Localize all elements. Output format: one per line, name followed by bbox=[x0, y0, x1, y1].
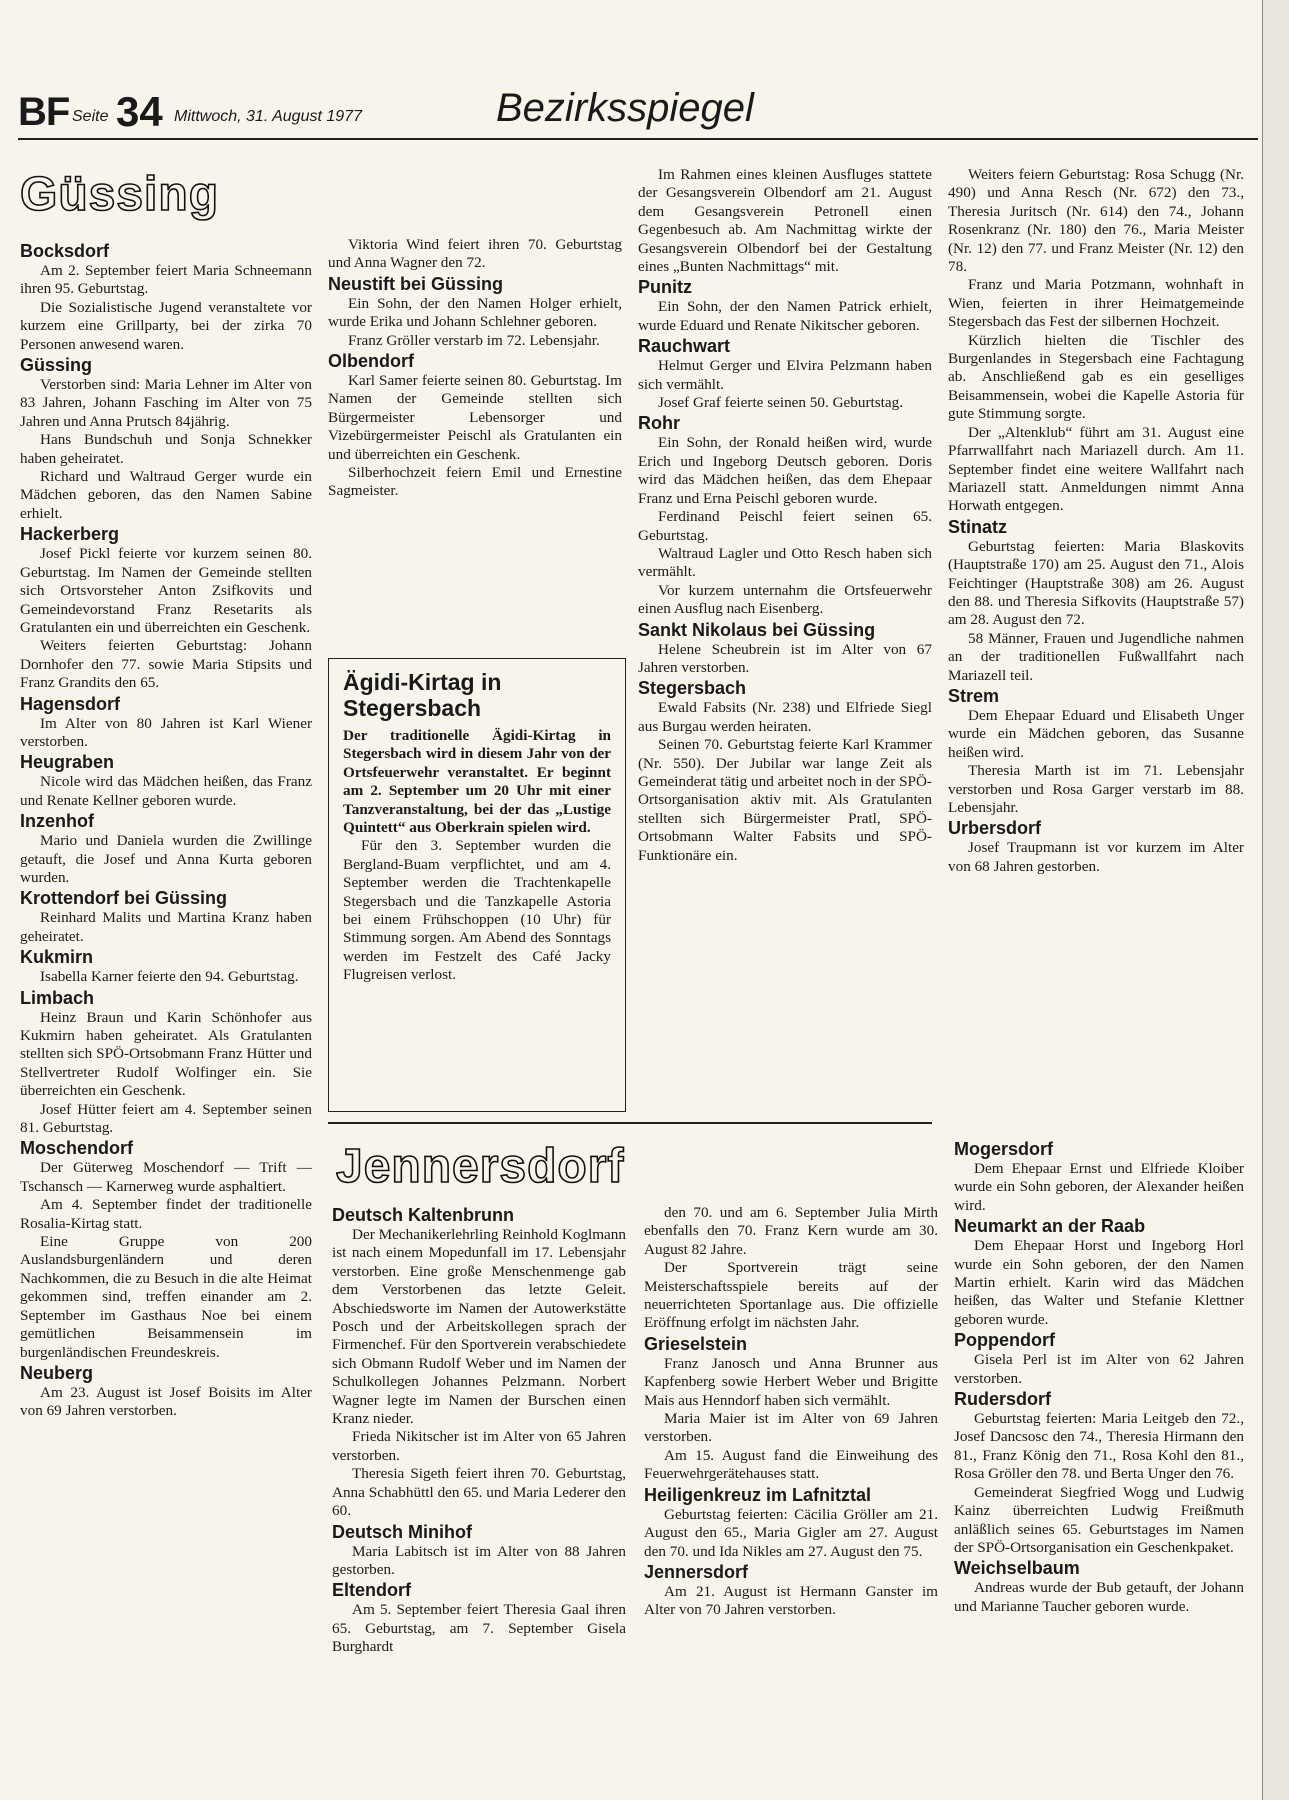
article-urbersdorf bbox=[948, 817, 1244, 876]
article-heading: Sankt Nikolaus bei Güssing bbox=[638, 619, 876, 640]
article-text: Am 2. September feiert Maria Schneemann ihren 95. Geburtstag. bbox=[20, 262, 312, 298]
article-text: Im Alter von 80 Jahren ist Karl Wiener verstorben. bbox=[20, 714, 312, 750]
article-text: Helene Scheubrein ist im Alter von 67 Jahren verstorben. bbox=[638, 640, 932, 676]
article-text: Silberhochzeit feiern Emil und Ernestine Sagmeister. bbox=[328, 464, 622, 500]
article-text: Josef Pickl feierte vor kurzem seinen 80. Geburtstag. Im Namen der Gemeinde stellten sich Ortsvorsteher Anton Zsifkovits und Gemeindevorstand Franz Resetarits als Gratulanten ein und überreichten ein Geschenk. bbox=[20, 545, 312, 636]
article-grieselstein bbox=[644, 1333, 938, 1484]
article-olbendorf bbox=[328, 350, 622, 501]
article-heading: Punitz bbox=[638, 277, 692, 298]
article-text: Verstorben sind: Maria Lehner im Alter von 83 Jahren, Johann Fasching im Alter von 75 Jahren und Anna Prutsch 84jährig. bbox=[20, 376, 312, 430]
article-text: Eine Gruppe von 200 Auslandsburgenländern und deren Nachkommen, die zu Besuch in die alte Heimat gekommen sind, treffen einander am 2. September im Gasthaus Noe bei einem gemütlichen Beisammensein im burgenländischen Freundeskreis. bbox=[20, 1233, 312, 1361]
article-text: Der „Altenklub“ führt am 31. August eine Pfarrwallfahrt nach Mariazell durch. Am 11. September findet eine weitere Wallfahrt nach Mariazell statt. Anmeldungen nimmt Anna Horwath entgegen. bbox=[948, 423, 1244, 515]
article-text: Karl Samer feierte seinen 80. Geburtstag. Im Namen der Gemeinde stellten sich Bürgermeister Lebensorger und Vizebürgermeister Peischl als Gratulanten ein und überreichten ein Geschenk. bbox=[328, 372, 622, 463]
article-heading: Rudersdorf bbox=[954, 1389, 1052, 1410]
article-heading: Stegersbach bbox=[638, 678, 747, 699]
article-heading: Mogersdorf bbox=[954, 1139, 1053, 1159]
boxed-article-body: Für den 3. September wurden die Bergland-Buam verpflichtet, und am 4. September werden die Trachtenkapelle Stegersbach und die Tanzkapelle Astoria bei einem Frühschoppen (10 Uhr) für Stimmung sorgen. Am Abend des Sonntags werden im Festzelt des Café Jacky Flugreisen verlost. bbox=[343, 837, 611, 984]
article-text: Dem Ehepaar Eduard und Elisabeth Unger wurde ein Mädchen geboren, das Susanne heißen wird. bbox=[948, 706, 1244, 761]
article-heading: Rauchwart bbox=[638, 336, 731, 357]
header-rule bbox=[18, 138, 1258, 140]
article-text: Ewald Fabsits (Nr. 238) und Elfriede Siegl aus Burgau werden heiraten. bbox=[638, 699, 932, 735]
article-heading: Olbendorf bbox=[328, 351, 414, 372]
article-text: Weiters feierten Geburtstag: Johann Dornhofer den 77. sowie Maria Stipsits und Franz Grandits den 65. bbox=[20, 637, 312, 692]
seite-label: Seite bbox=[72, 108, 109, 125]
boxed-article-title: Ägidi-Kirtag in Stegersbach bbox=[343, 669, 502, 721]
article-punitz bbox=[638, 276, 932, 335]
article-continued bbox=[328, 236, 622, 273]
article-text: Die Sozialistische Jugend veranstaltete vor kurzem eine Grillparty, bei der zirka 70 Personen anwesend waren. bbox=[20, 298, 312, 353]
article-text: Josef Graf feierte seinen 50. Geburtstag. bbox=[658, 394, 904, 412]
article-text: Franz und Maria Potzmann, wohnhaft in Wien, feierten in ihrer Heimatgemeinde Stegersbach das Fest der silbernen Hochzeit. bbox=[948, 276, 1244, 331]
article-text: Dem Ehepaar Ernst und Elfriede Kloiber wurde ein Sohn geboren, der Alexander heißen wird. bbox=[954, 1160, 1244, 1214]
article-text: Mario und Daniela wurden die Zwillinge getauft, die Josef und Anna Kurta geboren wurden. bbox=[20, 832, 312, 886]
article-heading: Heiligenkreuz im Lafnitztal bbox=[644, 1484, 872, 1505]
logo: BF bbox=[18, 90, 70, 134]
article-text: Ein Sohn, der den Namen Holger erhielt, wurde Erika und Johann Schlehner geboren. bbox=[328, 294, 622, 331]
article-heading: Jennersdorf bbox=[644, 1561, 749, 1582]
article-text: Viktoria Wind feiert ihren 70. Geburtstag und Anna Wagner den 72. bbox=[328, 236, 622, 272]
article-jennersdorf bbox=[644, 1561, 938, 1620]
article-heading: Deutsch Kaltenbrunn bbox=[332, 1205, 515, 1225]
article-rauchwart bbox=[638, 335, 932, 412]
article-text: Reinhard Malits und Martina Kranz haben geheiratet. bbox=[20, 909, 312, 945]
boxed-article-aegidi-kirtag bbox=[328, 658, 626, 1112]
article-text: Heinz Braun und Karin Schönhofer aus Kukmirn haben geheiratet. Als Gratulanten stellten sich SPÖ-Ortsobmann Franz Hütter und Stellvertreter Rudolf Wolfinger ein. Sie überreichten ein Geschenk. bbox=[20, 1008, 312, 1100]
guessing-col1 bbox=[20, 240, 312, 1421]
article-text: Dem Ehepaar Horst und Ingeborg Horl wurde ein Sohn geboren, der den Namen Martin erhielt. Karin wird das Mädchen heißen, das Walter und Stefanie Klettner geboren wurde. bbox=[954, 1237, 1244, 1328]
article-mogersdorf bbox=[954, 1138, 1244, 1215]
article-heading: Güssing bbox=[20, 355, 93, 376]
article-poppendorf bbox=[954, 1329, 1244, 1388]
article-guessing bbox=[20, 354, 312, 523]
article-heading: Neuberg bbox=[20, 1362, 94, 1383]
article-heading: Neustift bei Güssing bbox=[328, 273, 504, 294]
article-heading: Hagensdorf bbox=[20, 693, 121, 714]
article-hackerberg bbox=[20, 523, 312, 692]
article-text: Weiters feiern Geburtstag: Rosa Schugg (Nr. 490) und Anna Resch (Nr. 672) den 73., Theresia Juritsch (Nr. 614) den 74., Johann Rosenkranz (Nr. 180) den 76., Maria Meister (Nr. 12) den 77. und Franz Meister (Nr. 12) den 78. bbox=[948, 166, 1244, 276]
page-header bbox=[18, 86, 1258, 136]
article-kukmirn bbox=[20, 946, 312, 986]
article-text: Ein Sohn, der den Namen Patrick erhielt, wurde Eduard und Renate Nikitscher geboren. bbox=[638, 298, 932, 334]
article-rohr bbox=[638, 412, 932, 618]
article-text: Ein Sohn, der Ronald heißen wird, wurde Erich und Ingeborg Deutsch geboren. Doris wird das Mädchen heißen, das dem Ehepaar Franz und Erna Peischl geboren wurde. bbox=[638, 434, 932, 507]
article-text: Franz Gröller verstarb im 72. Lebensjahr. bbox=[348, 331, 600, 349]
article-moschendorf bbox=[20, 1137, 312, 1361]
article-text: Der Mechanikerlehrling Reinhold Koglmann ist nach einem Mopedunfall im 17. Lebensjahr verstorben. Eine große Menschenmenge gab dem Verstorbenen das letzte Geleit. Abschiedsworte im Namen der Autowerkstätte Posch und der Arbeitskollegen sprach der Firmenchef. Für den Sportverein verabschiedete sich Obmann Rudolf Weber und im Namen der Schulkollegen Johannes Pelzmann. Norbert Wagner legte im Namen der Burschen einen Kranz nieder. bbox=[332, 1226, 626, 1428]
article-text: Hans Bundschuh und Sonja Schnekker haben geheiratet. bbox=[20, 431, 312, 467]
article-text: Franz Janosch und Anna Brunner aus Kapfenberg sowie Herbert Weber und Brigitte Mais aus Henndorf haben sich vermählt. bbox=[644, 1354, 938, 1409]
article-text: Ferdinand Peischl feiert seinen 65. Geburtstag. bbox=[638, 508, 932, 544]
article-heading: Weichselbaum bbox=[954, 1558, 1080, 1579]
article-text: Kürzlich hielten die Tischler des Burgenlandes in Stegersbach eine Fachtagung ab. Anschließend gab es ein geselliges Beisammensein, wobei die Kapelle Astoria für gute Stimmung sorgte. bbox=[948, 331, 1244, 423]
article-text: Am 5. September feiert Theresia Gaal ihren 65. Geburtstag, am 7. September Gisela Burghardt bbox=[332, 1601, 626, 1656]
article-text: Maria Labitsch ist im Alter von 88 Jahren gestorben. bbox=[332, 1542, 626, 1578]
article-text: Theresia Marth ist im 71. Lebensjahr verstorben und Rosa Garger verstarb im 88. Lebensjahr. bbox=[948, 762, 1244, 816]
article-heiligenkreuz bbox=[644, 1484, 938, 1561]
article-heading: Strem bbox=[948, 685, 1000, 706]
article-neumarkt bbox=[954, 1215, 1244, 1329]
article-text: Am 23. August ist Josef Boisits im Alter von 69 Jahren verstorben. bbox=[20, 1383, 312, 1420]
article-text: Am 4. September findet der traditionelle Rosalia-Kirtag statt. bbox=[20, 1196, 312, 1232]
article-heading: Hackerberg bbox=[20, 524, 120, 545]
article-text: Frieda Nikitscher ist im Alter von 65 Jahren verstorben. bbox=[332, 1428, 626, 1464]
article-inzenhof bbox=[20, 810, 312, 887]
section-title-guessing: Güssing bbox=[20, 168, 220, 221]
jennersdorf-col3 bbox=[644, 1204, 938, 1620]
guessing-col2 bbox=[328, 236, 622, 501]
article-continued bbox=[948, 166, 1244, 516]
article-heading: Urbersdorf bbox=[948, 818, 1042, 839]
article-stinatz bbox=[948, 516, 1244, 685]
article-neuberg bbox=[20, 1362, 312, 1421]
article-text: Josef Traupmann ist vor kurzem im Alter von 68 Jahren gestorben. bbox=[948, 839, 1244, 875]
section-title-jennersdorf: Jennersdorf bbox=[336, 1140, 625, 1193]
article-heading: Bocksdorf bbox=[20, 241, 110, 261]
article-text: Helmut Gerger und Elvira Pelzmann haben sich vermählt. bbox=[638, 357, 932, 393]
article-sankt-nikolaus bbox=[638, 619, 932, 678]
article-text: Waltraud Lagler und Otto Resch haben sich vermählt. bbox=[638, 544, 932, 581]
article-continued bbox=[638, 166, 932, 276]
article-text: Am 21. August ist Hermann Ganster im Alter von 70 Jahren verstorben. bbox=[644, 1582, 938, 1619]
article-text: Gisela Perl ist im Alter von 62 Jahren verstorben. bbox=[954, 1351, 1244, 1387]
issue-date: Mittwoch, 31. August 1977 bbox=[174, 108, 362, 125]
article-deutsch-kaltenbrunn bbox=[332, 1204, 626, 1521]
article-text: Geburtstag feierten: Cäcilia Gröller am 21. August den 65., Maria Gigler am 27. August den 70. und Ida Nikles am 27. August den 75. bbox=[644, 1505, 938, 1560]
article-bocksdorf bbox=[20, 240, 312, 354]
section-title: Bezirksspiegel bbox=[496, 86, 754, 130]
article-heading: Deutsch Minihof bbox=[332, 1521, 472, 1542]
guessing-col3 bbox=[638, 166, 932, 865]
guessing-col4 bbox=[948, 166, 1244, 876]
jennersdorf-col4 bbox=[954, 1138, 1244, 1616]
article-text: Im Rahmen eines kleinen Ausfluges stattete der Gesangsverein Olbendorf am 21. August dem Gesangsverein Petronell einen Gegenbesuch ab. Am Nachmittag wirkte der Gesangsverein Olbendorf bei der Gestaltung eines „Bunten Nachmittags“ mit. bbox=[638, 166, 932, 276]
article-heading: Neumarkt an der Raab bbox=[954, 1216, 1146, 1237]
article-text: Andreas wurde der Bub getauft, der Johann und Marianne Taucher geboren wurde. bbox=[954, 1579, 1244, 1615]
boxed-article-lead: Der traditionelle Ägidi-Kirtag in Stegersbach wird in diesem Jahr von der Ortsfeuerwehr veranstaltet. Er beginnt am 2. September um 20 Uhr mit einer Tanzveranstaltung, bei der das „Lustige Quintett“ aus Oberkrain spielen wird. bbox=[343, 727, 611, 837]
article-deutsch-minihof bbox=[332, 1521, 626, 1580]
article-krottendorf bbox=[20, 887, 312, 946]
article-text: Nicole wird das Mädchen heißen, das Franz und Renate Kellner geboren wurde. bbox=[20, 773, 312, 809]
article-heading: Kukmirn bbox=[20, 947, 94, 968]
article-neustift bbox=[328, 273, 622, 350]
article-limbach bbox=[20, 987, 312, 1138]
article-strem bbox=[948, 685, 1244, 817]
article-heading: Eltendorf bbox=[332, 1580, 411, 1601]
article-heading: Rohr bbox=[638, 413, 680, 434]
article-text: Der Sportverein trägt seine Meisterschaftsspiele bereits auf der neuerrichteten Sportanlage aus. Die offizielle Eröffnung erfolgt im nächsten Jahr. bbox=[644, 1259, 938, 1332]
jennersdorf-col2 bbox=[332, 1204, 626, 1657]
article-text: Geburtstag feierten: Maria Leitgeb den 72., Josef Dancsosc den 74., Theresia Hirmann den 81., Franz König den 71., Rosa Kohl den 81., Rosa Gröller den 78. und Berta Unger den 76. bbox=[954, 1410, 1244, 1483]
article-continued bbox=[644, 1204, 938, 1333]
article-weichselbaum bbox=[954, 1557, 1244, 1616]
article-text: Theresia Sigeth feiert ihren 70. Geburtstag, Anna Schabhüttl den 65. und Maria Lederer den 60. bbox=[332, 1465, 626, 1520]
article-heading: Stinatz bbox=[948, 516, 1008, 537]
article-heading: Limbach bbox=[20, 987, 95, 1008]
article-text: 58 Männer, Frauen und Jugendliche nahmen an der traditionellen Fußwallfahrt nach Mariazell teil. bbox=[948, 629, 1244, 684]
article-text: Am 15. August fand die Einweihung des Feuerwehrgerätehauses statt. bbox=[644, 1446, 938, 1483]
section-divider bbox=[328, 1122, 932, 1124]
article-heading: Poppendorf bbox=[954, 1330, 1055, 1351]
article-stegersbach bbox=[638, 677, 932, 865]
article-heading: Grieselstein bbox=[644, 1333, 748, 1354]
article-rudersdorf bbox=[954, 1388, 1244, 1557]
article-heading: Inzenhof bbox=[20, 811, 94, 832]
page-binding-edge bbox=[1262, 0, 1289, 1800]
article-text: Gemeinderat Siegfried Wogg und Ludwig Kainz überreichten Ludwig Freißmuth anläßlich seines 65. Geburtstages im Namen der SPÖ-Ortsorganisation ein Geschenkpaket. bbox=[954, 1483, 1244, 1556]
article-heading: Krottendorf bei Güssing bbox=[20, 888, 227, 909]
article-text: Vor kurzem unternahm die Ortsfeuerwehr einen Ausflug nach Eisenberg. bbox=[638, 581, 932, 618]
article-heugraben bbox=[20, 751, 312, 810]
page-number: 34 bbox=[116, 88, 163, 135]
article-text: Josef Hütter feiert am 4. September seinen 81. Geburtstag. bbox=[20, 1100, 312, 1137]
article-text: den 70. und am 6. September Julia Mirth ebenfalls den 70. Franz Kern wurde am 30. August 82 Jahre. bbox=[644, 1204, 938, 1258]
article-text: Richard und Waltraud Gerger wurde ein Mädchen geboren, das den Namen Sabine erhielt. bbox=[20, 468, 312, 522]
article-text: Maria Maier ist im Alter von 69 Jahren verstorben. bbox=[644, 1410, 938, 1446]
article-hagensdorf bbox=[20, 693, 312, 752]
article-heading: Moschendorf bbox=[20, 1138, 134, 1159]
article-text: Isabella Karner feierte den 94. Geburtstag. bbox=[40, 968, 299, 986]
article-eltendorf bbox=[332, 1579, 626, 1656]
article-text: Seinen 70. Geburtstag feierte Karl Krammer (Nr. 550). Der Jubilar war lange Zeit als Gemeinderat tätig und arbeitet noch in der SPÖ-Ortsorganisation aktiv mit. Als Gratulanten stellten sich Bürgermeister Pratl, SPÖ-Ortsobmann Walter Fabsits und SPÖ-Funktionäre ein. bbox=[638, 736, 932, 864]
article-text: Geburtstag feierten: Maria Blaskovits (Hauptstraße 170) am 25. August den 71., Alois Feichtinger (Hauptstraße 308) am 26. August den 88. und Theresia Sifkovits (Hauptstraße 57) am 28. August den 72. bbox=[948, 537, 1244, 629]
article-text: Der Güterweg Moschendorf — Trift — Tschansch — Karnerweg wurde asphaltiert. bbox=[20, 1159, 312, 1195]
article-heading: Heugraben bbox=[20, 752, 115, 773]
